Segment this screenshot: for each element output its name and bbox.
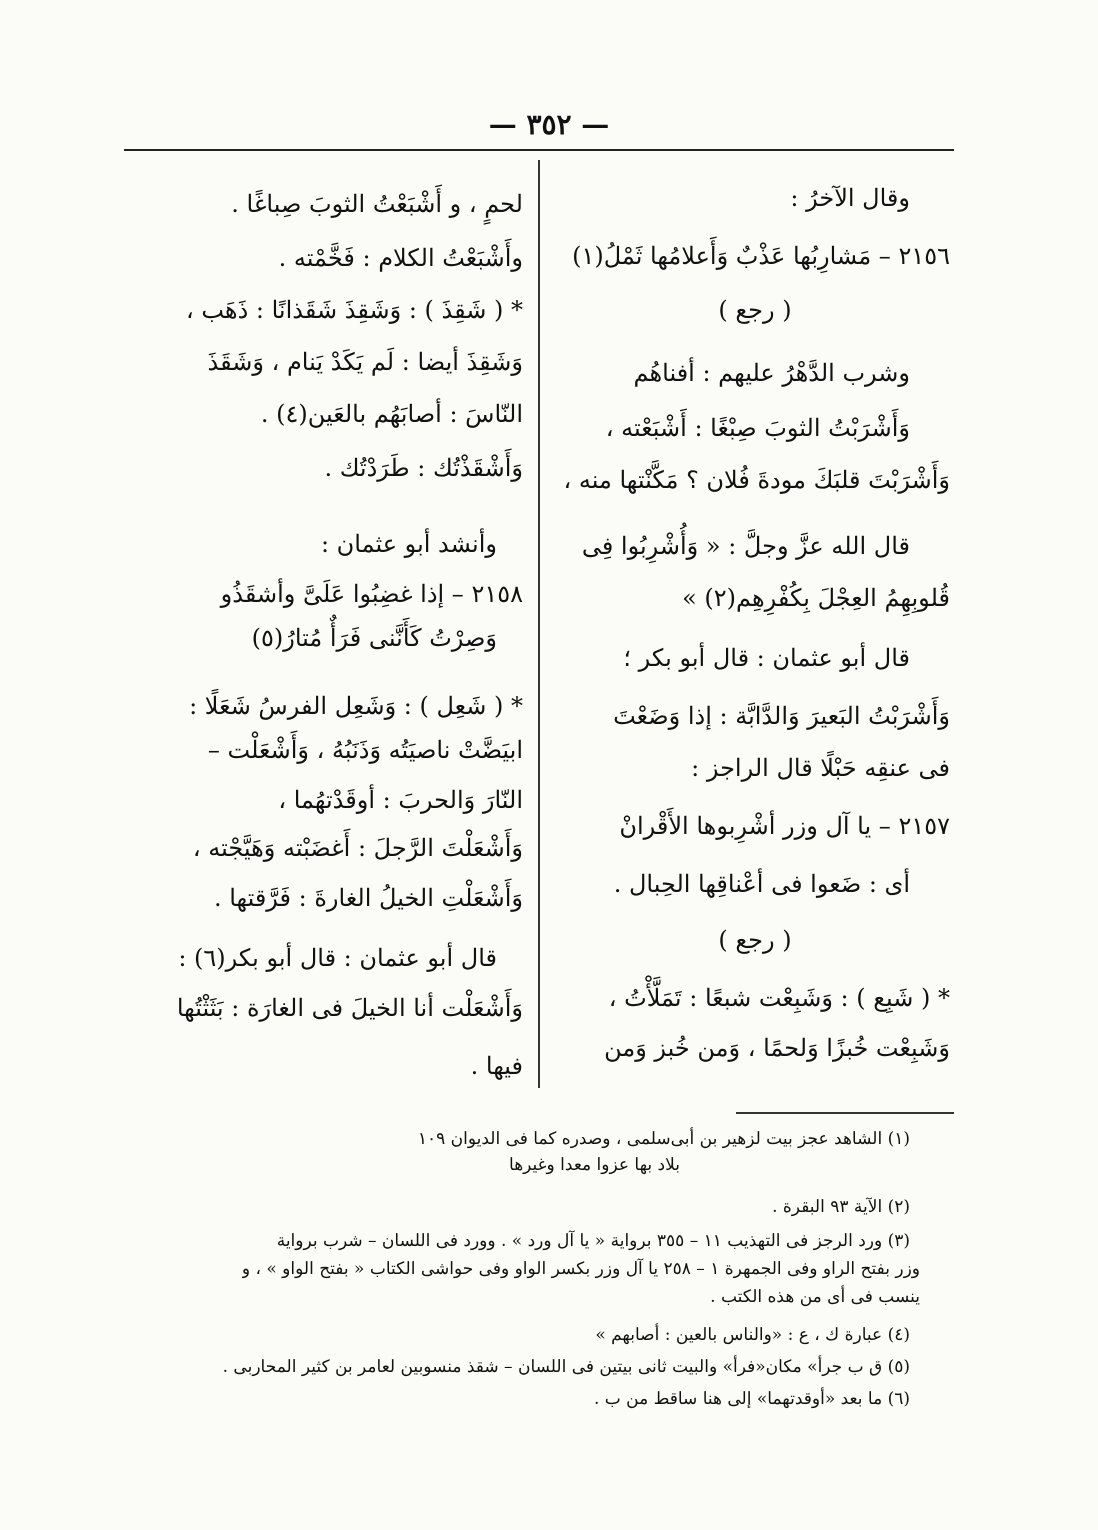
text-line: قُلوبِهِمُ العِجْلَ بِكُفْرِهِم(٢) » xyxy=(682,584,950,612)
footnote: (٣) ورد الرجز فى التهذيب ١١ – ٣٥٥ برواية « يا آل ورد » . وورد فى اللسان – شرب برواية xyxy=(276,1231,910,1251)
footnote: (٥) ق ب جرأ» مكان«فرأ» والبيت ثانى بيتين فى اللسان – شقذ منسوبين لعامر بن كثير المحاربى . xyxy=(222,1357,910,1377)
text-line: وقال الآخرُ : xyxy=(790,184,910,212)
footnote: ينسب فى أى من هذه الكتب . xyxy=(710,1287,920,1307)
text-line: النّارَ وَالحربَ : أوقَدْتهُما ، xyxy=(278,786,523,814)
footnote: (٢) الآية ٩٣ البقرة . xyxy=(772,1197,910,1217)
text-line: ابيَضَّتْ ناصيَتُه وَذَنَبُهُ ، وَأَشْعَلْت – xyxy=(207,736,523,764)
text-line: أى : ضَعوا فى أعْناقِها الحِبال . xyxy=(613,870,910,898)
text-line: قال الله عزَّ وجلَّ : « وَأُشْرِبُوا فِى xyxy=(581,532,910,560)
verse-line: ٢١٥٦ – مَشارِبُها عَذْبٌ وَأَعلامُها ثَمْلُ(١) xyxy=(572,242,950,270)
column-divider xyxy=(538,160,540,1088)
text-line: * ( شَبِع ) : وَشَبِعْت شبعًا : تَمَلَّأْتُ ، xyxy=(608,984,950,1012)
page-number: — ٣٥٢ — xyxy=(488,108,610,141)
text-line: وَأَشْقَذْتُك : طَرَدْتُك . xyxy=(324,454,523,482)
text-line: وَشَقِذَ أيضا : لَم يَكَدْ يَنام ، وَشَقَذَ xyxy=(207,348,523,376)
text-line: لحمٍ ، و أَشْبَعْتُ الثوبَ صِباغًا . xyxy=(231,190,523,218)
text-line: ( رجع ) xyxy=(718,296,792,324)
verse-line: ٢١٥٨ – إذا غضِبُوا عَلَىَّ وأشقَذُو xyxy=(220,580,523,608)
text-line: وأَشْبَعْتُ الكلام : فَخَّمْته . xyxy=(278,244,523,272)
text-line: قال أبو عثمان : قال أبو بكر ؛ xyxy=(623,644,910,672)
text-line: قال أبو عثمان : قال أبو بكر(٦) : xyxy=(178,944,497,972)
text-line: وَأَشْرَبْتُ الثوبَ صِبْغًا : أَشْبَعْته ، xyxy=(605,414,910,442)
text-line: وَشَبِعْت خُبزًا وَلحمًا ، وَمن خُبز وَمن xyxy=(604,1034,950,1062)
footnote-verse: بلاد بها عزوا معدا وغيرها xyxy=(509,1155,680,1175)
text-line: * ( شَعِل ) : وَشَعِل الفرسُ شَعَلًا : xyxy=(189,692,523,720)
text-line: وَأَشْرَبْتُ البَعيرَ وَالدَّابَّة : إذا وَضَعْتَ xyxy=(613,702,950,730)
verse-line: ٢١٥٧ – يا آل وزر أشْرِبوها الأَقْرانْ xyxy=(619,812,950,840)
text-line: * ( شَقِذَ ) : وَشَقِذَ شَقَذانًا : ذَهَب ، xyxy=(185,296,523,324)
footnote: (٦) ما بعد «أوقدتهما» إلى هنا ساقط من ب . xyxy=(593,1389,910,1409)
footnote: (١) الشاهد عجز بيت لزهير بن أبى‌سلمى ، وصدره كما فى الديوان ١٠٩ xyxy=(417,1129,910,1149)
text-line: وَأَشْعَلْتَ الرَّجلَ : أَغضَبْته وَهَيَّجْته ، xyxy=(192,834,523,862)
text-line: وشرب الدَّهْرُ عليهم : أفناهُم xyxy=(633,359,910,387)
text-line: ( رجع ) xyxy=(718,926,792,954)
text-line: فى عنقِه حَبْلًا قال الراجز : xyxy=(691,754,950,782)
text-line: النّاسَ : أصابَهُم بالعَين(٤) . xyxy=(260,400,523,428)
text-line: وَأَشْعَلْت أنا الخيلَ فى الغارَة : بَثَثْتُها xyxy=(176,994,523,1022)
text-line: وَأَشْرَبْتَ قلبَكَ مودةَ فُلان ؟ مَكَّنْتها منه ، xyxy=(563,466,950,494)
text-line: فيها . xyxy=(470,1052,523,1080)
text-line: وأنشد أبو عثمان : xyxy=(320,530,497,558)
verse-line: وَصِرْتُ كَأَنَّنى فَرَأٌ مُتارُ(٥) xyxy=(251,624,497,652)
footnote: وزر بفتح الراو وفى الجمهرة ١ – ٢٥٨ يا آل وزر بكسر الواو وفى حواشى الكتاب « بفتح الواو » ، و xyxy=(241,1259,920,1279)
footnote: (٤) عبارة ك ، ع : «والناس بالعين : أصابهم » xyxy=(595,1325,910,1345)
text-line: وَأَشْعَلْتِ الخيلُ الغارةَ : فَرَّقتها . xyxy=(213,884,523,912)
header-rule xyxy=(124,149,954,151)
footnote-rule xyxy=(736,1112,954,1114)
